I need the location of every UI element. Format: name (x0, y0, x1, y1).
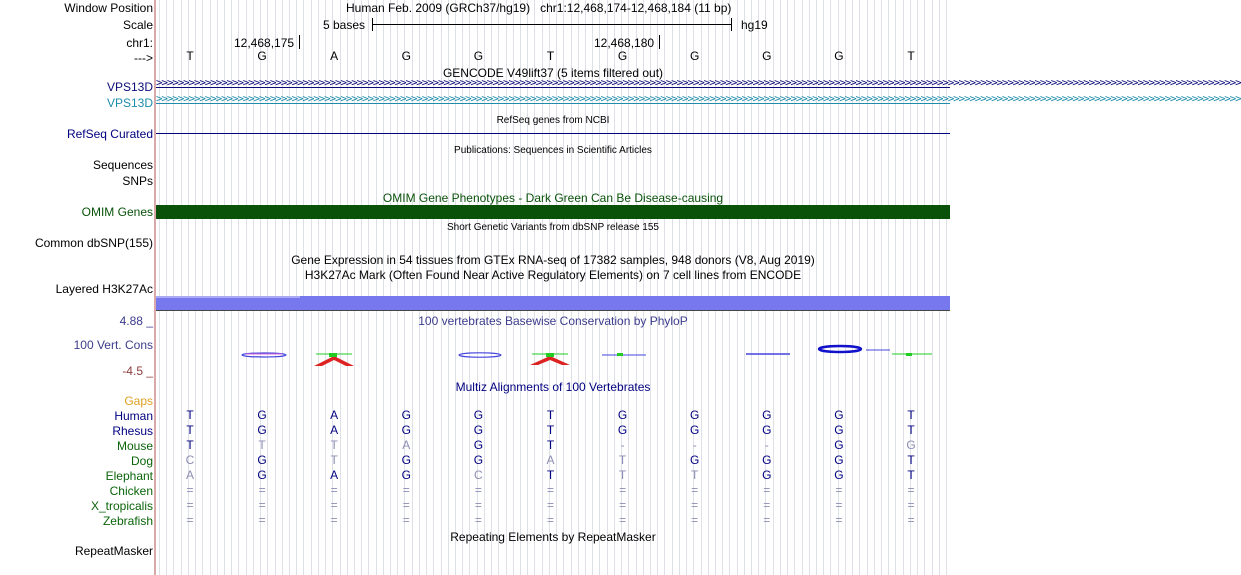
alignment-base: G (906, 438, 916, 452)
alignment-base: T (546, 423, 555, 437)
cons-min-label: -4.5 _ (122, 364, 153, 378)
dbsnp-title: Short Genetic Variants from dbSNP release 155 (447, 222, 659, 233)
reference-base: G (834, 49, 844, 63)
alignment-base: = (619, 483, 627, 497)
alignment-base: = (330, 498, 338, 512)
alignment-base: = (835, 483, 843, 497)
cons-logo-8 (892, 353, 932, 356)
alignment-base: = (835, 498, 843, 512)
alignment-base: G (473, 423, 484, 437)
reference-base: A (330, 49, 339, 63)
alignment-base: A (402, 438, 411, 452)
omim-label[interactable]: OMIM Genes (81, 205, 153, 219)
alignment-base: T (546, 468, 555, 482)
repeatmasker-title: Repeating Elements by RepeatMasker (450, 530, 656, 544)
alignment-base: T (546, 438, 555, 452)
cons-logo-3 (459, 353, 501, 357)
alignment-base: G (834, 408, 844, 422)
refseq-gene-line[interactable] (156, 133, 950, 134)
alignment-base: A (185, 468, 194, 482)
alignment-base: T (907, 468, 915, 482)
alignment-base: = (619, 498, 627, 512)
alignment-base: = (402, 498, 410, 512)
cons-title: 100 vertebrates Basewise Conservation by PhyloP (418, 314, 688, 328)
species-label-x-tropicalis[interactable]: X_tropicalis (90, 499, 153, 513)
alignment-base: = (907, 483, 915, 497)
alignment-base: = (546, 513, 554, 527)
alignment-base: G (834, 423, 844, 437)
alignment-base: G (257, 423, 267, 437)
window-position-text: Human Feb. 2009 (GRCh37/hg19) chr1:12,468,174-12,468,184 (11 bp) (346, 1, 732, 15)
species-label-zebrafish[interactable]: Zebrafish (102, 514, 153, 528)
alignment-base: = (330, 513, 338, 527)
alignment-base: C (185, 453, 195, 467)
alignment-base: A (330, 408, 339, 422)
alignment-base: T (330, 453, 338, 467)
h3k27ac-label[interactable]: Layered H3K27Ac (55, 282, 153, 296)
alignment-base: - (692, 438, 697, 452)
coordinate-tick-mark-2 (659, 35, 660, 49)
gencode-title: GENCODE V49lift37 (5 items filtered out) (442, 66, 664, 80)
alignment-base: = (546, 483, 554, 497)
conservation-plot[interactable] (156, 340, 950, 370)
alignment-base: = (258, 498, 266, 512)
scale-bar (372, 18, 732, 31)
strand-label: ---> (134, 51, 153, 65)
alignment-base: A (330, 468, 339, 482)
alignment-base: T (618, 453, 627, 467)
species-label-chicken[interactable]: Chicken (109, 484, 153, 498)
chrom-label: chr1: (126, 36, 153, 50)
alignment-base: G (617, 408, 628, 422)
alignment-base: = (330, 483, 338, 497)
coordinate-tick-2: 12,468,180 (594, 36, 655, 50)
omim-title: OMIM Gene Phenotypes - Dark Green Can Be Disease-causing (382, 191, 724, 205)
alignment-base: = (763, 513, 771, 527)
alignment-base: T (907, 423, 915, 437)
cons-logo-5 (602, 353, 646, 356)
alignment-base: = (402, 513, 410, 527)
refseq-title: RefSeq genes from NCBI (496, 115, 610, 126)
alignment-base: G (762, 453, 772, 467)
reference-base: G (401, 49, 411, 63)
reference-base: T (186, 49, 194, 63)
alignment-base: G (690, 408, 700, 422)
cons-logo-1 (242, 353, 286, 357)
dbsnp-label[interactable]: Common dbSNP(155) (34, 236, 153, 250)
alignment-base: = (402, 483, 410, 497)
alignment-base: A (546, 453, 555, 467)
alignment-base: G (762, 423, 772, 437)
cons-logo-4 (530, 353, 570, 365)
alignment-base: G (401, 453, 411, 467)
alignment-base: T (907, 408, 915, 422)
alignment-base: T (907, 453, 915, 467)
reference-base: T (907, 49, 915, 63)
alignment-base: G (257, 468, 267, 482)
cons-logo-2 (314, 353, 354, 366)
publications-title: Publications: Sequences in Scientific Articles (454, 145, 652, 156)
gtex-title: Gene Expression in 54 tissues from GTEx RNA-seq of 17382 samples, 948 donors (V8, Aug 2019) (291, 253, 815, 267)
alignment-base: = (186, 498, 194, 512)
gencode-gene-vps13d-1[interactable]: >>>>>>>>>>>>>>>>>>>>>>>>>>>>>>>>>>>>>>>>>>>>>>>>>>>>>>>>>>>>>>>>>>>>>>>>>>>>>>>>>>>>>>>>>>>>>>>>>>>>>>>>>>>>>>>>>>>>>>>>>>>>>>>>>>>>>>>>>>>>>>>>>>>>>>>>>>>>>>>>>>>>>>>>>>>>>>>>>>>>>>>>>>>>>>>>>>>>>>>> (156, 76, 1241, 89)
alignment-base: G (834, 453, 844, 467)
alignment-base: G (473, 408, 484, 422)
coordinate-tick-mark-1 (299, 35, 300, 49)
gaps-label: Gaps (124, 394, 153, 408)
cons-max-label: 4.88 _ (119, 314, 153, 328)
alignment-base: = (258, 483, 266, 497)
alignment-base: G (401, 468, 411, 482)
alignment-base: T (330, 438, 338, 452)
coordinate-tick-1: 12,468,175 (234, 36, 295, 50)
reference-base: G (762, 49, 772, 63)
alignment-base: = (619, 513, 627, 527)
alignment-base: A (330, 423, 339, 437)
reference-base: T (546, 49, 555, 63)
reference-base: G (257, 49, 267, 63)
alignment-base: = (186, 483, 194, 497)
alignment-base: T (186, 438, 194, 452)
alignment-base: G (257, 453, 267, 467)
species-label-human[interactable]: Human (114, 409, 153, 423)
repeatmasker-label[interactable]: RepeatMasker (74, 544, 153, 558)
alignment-base: = (763, 483, 771, 497)
reference-base: G (690, 49, 700, 63)
alignment-base: T (258, 438, 266, 452)
alignment-base: = (691, 483, 699, 497)
alignment-base: T (691, 468, 699, 482)
species-label-elephant[interactable]: Elephant (105, 469, 153, 483)
alignment-base: G (834, 438, 844, 452)
alignment-base: = (907, 498, 915, 512)
h3k27ac-signal[interactable] (156, 296, 950, 310)
alignment-base: = (835, 513, 843, 527)
cons-label[interactable]: 100 Vert. Cons (73, 338, 153, 352)
alignment-base: G (257, 408, 267, 422)
alignment-base: G (401, 408, 411, 422)
alignment-base: G (401, 423, 411, 437)
alignment-base: G (834, 468, 844, 482)
alignment-base: = (691, 513, 699, 527)
gencode-gene-label-1[interactable]: VPS13D (106, 80, 153, 94)
alignment-base: = (474, 483, 482, 497)
scale-text: 5 bases (323, 18, 366, 32)
alignment-base: - (620, 438, 625, 452)
h3k27ac-title: H3K27Ac Mark (Often Found Near Active Regulatory Elements) on 7 cell lines from ENCODE (304, 268, 802, 282)
alignment-base: T (186, 423, 194, 437)
alignment-base: G (690, 423, 700, 437)
species-label-dog[interactable]: Dog (130, 454, 153, 468)
alignment-base: = (691, 498, 699, 512)
alignment-base: = (546, 498, 554, 512)
alignment-base: = (186, 513, 194, 527)
omim-gene-bar[interactable] (156, 205, 950, 219)
alignment-base: = (258, 513, 266, 527)
species-label-mouse[interactable]: Mouse (116, 439, 153, 453)
alignment-base: G (762, 408, 772, 422)
scale-label: Scale (122, 18, 153, 32)
scale-assembly: hg19 (741, 18, 768, 32)
h3k27ac-baseline (156, 310, 950, 311)
alignment-base: = (907, 513, 915, 527)
alignment-base: C (474, 468, 483, 482)
alignment-base: T (618, 468, 627, 482)
reference-base: G (617, 49, 628, 63)
alignment-base: G (690, 453, 700, 467)
alignment-base: G (473, 453, 484, 467)
alignment-base: T (186, 408, 194, 422)
reference-base: G (473, 49, 484, 63)
alignment-base: = (474, 498, 482, 512)
gencode-gene-label-2[interactable]: VPS13D (106, 96, 153, 110)
species-label-rhesus[interactable]: Rhesus (112, 424, 153, 438)
alignment-base: G (617, 423, 628, 437)
alignment-base: = (763, 498, 771, 512)
window-position-label: Window Position (64, 1, 153, 15)
gencode-gene-vps13d-2[interactable]: >>>>>>>>>>>>>>>>>>>>>>>>>>>>>>>>>>>>>>>>>>>>>>>>>>>>>>>>>>>>>>>>>>>>>>>>>>>>>>>>>>>>>>>>>>>>>>>>>>>>>>>>>>>>>>>>>>>>>>>>>>>>>>>>>>>>>>>>>>>>>>>>>>>>>>>>>>>>>>>>>>>>>>>>>>>>>>>>>>>>>>>>>>>>>>>>>>>>>>>> (156, 92, 1241, 105)
snps-label[interactable]: SNPs (122, 174, 153, 188)
multiz-title: Multiz Alignments of 100 Vertebrates (455, 380, 651, 394)
alignment-base: T (546, 408, 555, 422)
sequences-label[interactable]: Sequences (92, 158, 153, 172)
alignment-base: = (474, 513, 482, 527)
alignment-base: G (762, 468, 772, 482)
alignment-base: G (473, 438, 484, 452)
refseq-label[interactable]: RefSeq Curated (66, 127, 153, 141)
cons-logo-7 (819, 346, 890, 352)
alignment-base: - (764, 438, 769, 452)
